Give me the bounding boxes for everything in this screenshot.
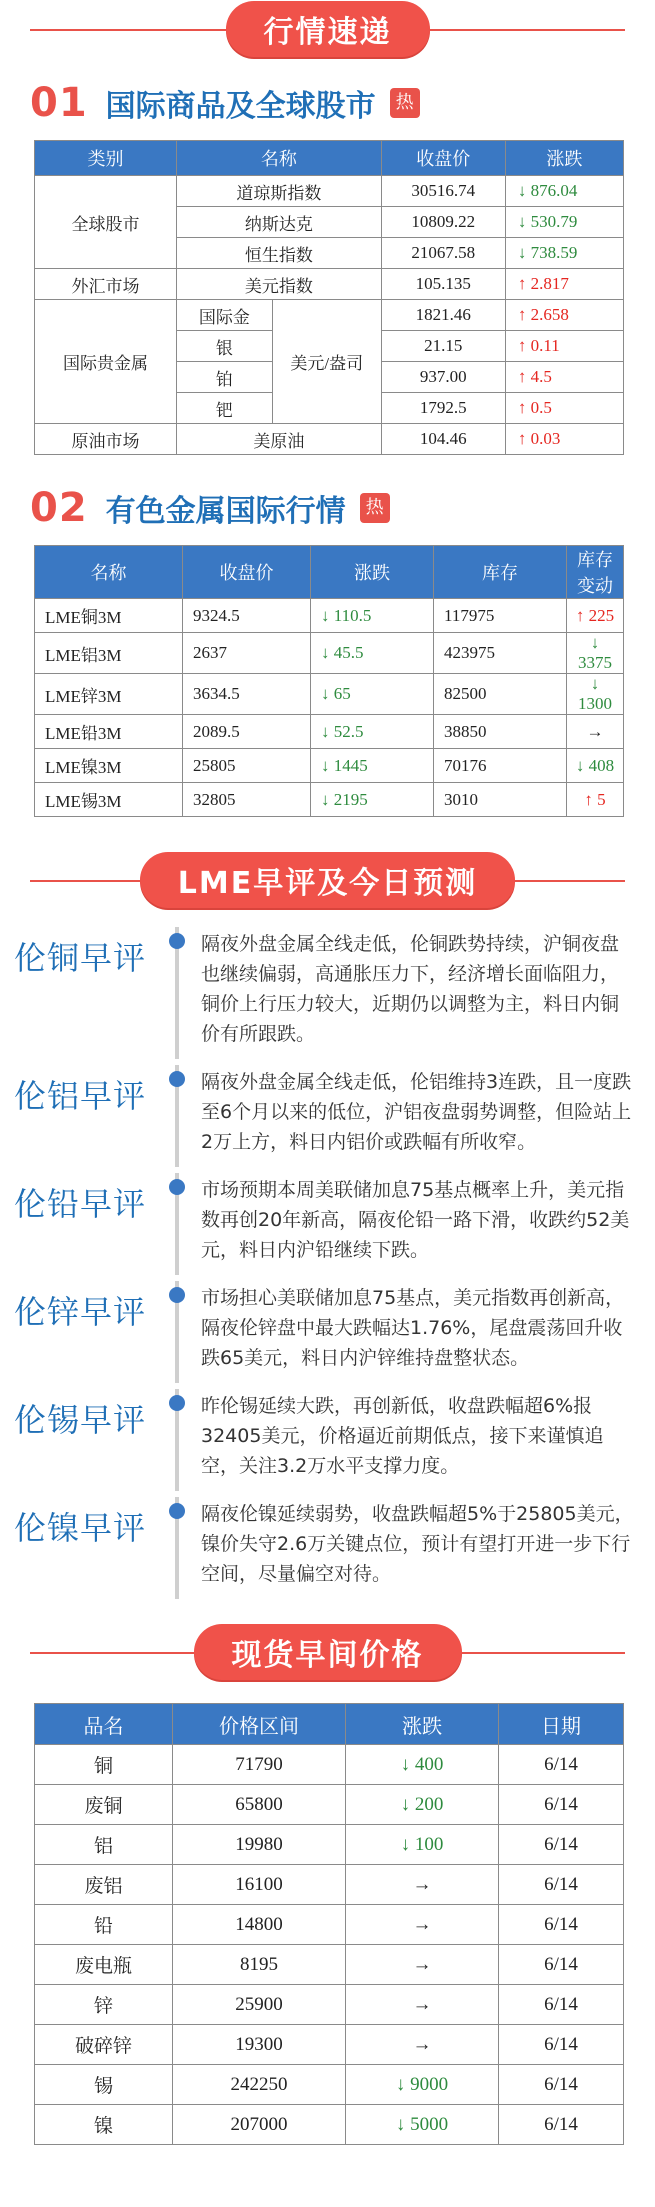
hot-badge: 热: [390, 88, 420, 118]
table-row: [35, 300, 624, 331]
table-row: [35, 1945, 624, 1985]
change-cell: ↓ 45.5: [311, 633, 434, 674]
close-cell: 3634.5: [183, 674, 311, 715]
right-arrow-icon: →: [412, 1913, 432, 1935]
change-cell: ↑ 0.5: [505, 393, 623, 424]
header-close: 收盘价: [381, 141, 505, 176]
unit-cell: 美元/盎司: [272, 300, 381, 424]
stock-change-cell: [567, 715, 624, 749]
change-cell: ↑ 2.817: [505, 269, 623, 300]
review-name: 伦铅早评: [14, 1185, 147, 1223]
down-arrow-icon: ↓: [517, 181, 527, 200]
review-name: 伦锡早评: [14, 1401, 147, 1439]
down-arrow-icon: ↓: [321, 721, 330, 741]
timeline-dot-icon: [169, 1503, 185, 1519]
table-row: [35, 749, 624, 783]
up-arrow-icon: ↑: [517, 367, 527, 386]
change-cell: ↓ 876.04: [505, 176, 623, 207]
down-arrow-icon: ↓: [321, 684, 330, 703]
close-cell: 1821.46: [381, 300, 505, 331]
review-name: 伦锌早评: [14, 1293, 147, 1331]
change-cell: ↓ 2195: [311, 783, 434, 817]
table-row: [35, 783, 624, 817]
banner-lme: [0, 851, 655, 909]
name-cell: LME铝3M: [35, 633, 183, 674]
table-header-row: [35, 546, 624, 599]
table-row: [35, 2105, 624, 2145]
header-change: 涨跌: [505, 141, 623, 176]
review-text: 隔夜外盘金属全线走低，伦铝维持3连跌，且一度跌至6个月以来的低位，沪铝夜盘弱势调整，但险站上2万上方，料日内铝价或跌幅有所收窄。: [201, 1071, 632, 1153]
header-price: 价格区间: [173, 1704, 346, 1745]
lme-table: [34, 545, 624, 817]
stock-change-cell: ↑ 225: [567, 599, 624, 633]
review-name: 伦铜早评: [14, 939, 147, 977]
table-row: [35, 1985, 624, 2025]
table-row: [35, 1865, 624, 1905]
price-cell: 71790: [173, 1745, 346, 1785]
header-change: 涨跌: [311, 546, 434, 599]
change-cell: ↓ 1445: [311, 749, 434, 783]
timeline-dot-icon: [169, 1179, 185, 1195]
name-cell: LME锌3M: [35, 674, 183, 715]
date-cell: 6/14: [499, 1945, 624, 1985]
table-row: [35, 1905, 624, 1945]
header-name: 名称: [35, 546, 183, 599]
table-row: [35, 1745, 624, 1785]
review-body: [175, 1065, 635, 1167]
table-header-row: [35, 141, 624, 176]
stock-change-cell: ↓ 1300: [567, 674, 624, 715]
banner-market: [0, 0, 655, 58]
review-body: [175, 1389, 635, 1491]
category-cell: 国际贵金属: [35, 300, 177, 424]
timeline-dot-icon: [169, 1287, 185, 1303]
table-row: [35, 715, 624, 749]
change-cell: [346, 2025, 499, 2065]
product-cell: 锌: [35, 1985, 173, 2025]
close-cell: 9324.5: [183, 599, 311, 633]
right-arrow-icon: →: [586, 721, 604, 741]
change-cell: ↑ 2.658: [505, 300, 623, 331]
price-cell: 207000: [173, 2105, 346, 2145]
review-name: 伦铝早评: [14, 1077, 147, 1115]
timeline-dot-icon: [169, 933, 185, 949]
product-cell: 铜: [35, 1745, 173, 1785]
review-body: [175, 1497, 635, 1599]
section-heading: 有色金属国际行情: [105, 494, 346, 529]
change-cell: [346, 1985, 499, 2025]
down-arrow-icon: ↓: [590, 633, 600, 652]
change-cell: [346, 1865, 499, 1905]
section-heading: 国际商品及全球股市: [105, 89, 376, 124]
product-cell: 废电瓶: [35, 1945, 173, 1985]
name-cell: 恒生指数: [177, 238, 382, 269]
product-cell: 废铝: [35, 1865, 173, 1905]
review-list: [0, 927, 655, 1599]
category-cell: 原油市场: [35, 424, 177, 455]
down-arrow-icon: ↓: [321, 789, 330, 809]
review-item: [0, 1065, 655, 1167]
close-cell: 32805: [183, 783, 311, 817]
price-cell: 16100: [173, 1865, 346, 1905]
table-row: [35, 674, 624, 715]
category-cell: 全球股市: [35, 176, 177, 269]
review-item: [0, 1497, 655, 1599]
section-number: 02: [30, 485, 88, 531]
timeline-dot-icon: [169, 1395, 185, 1411]
close-cell: 1792.5: [381, 393, 505, 424]
table-row: [35, 1825, 624, 1865]
product-cell: 废铜: [35, 1785, 173, 1825]
stock-change-cell: ↑ 5: [567, 783, 624, 817]
table-row: [35, 599, 624, 633]
name-cell: LME锡3M: [35, 783, 183, 817]
stock-cell: 38850: [434, 715, 567, 749]
down-arrow-icon: ↓: [321, 643, 330, 662]
product-cell: 铝: [35, 1825, 173, 1865]
review-body: [175, 1173, 635, 1275]
close-cell: 21.15: [381, 331, 505, 362]
change-cell: ↓ 65: [311, 674, 434, 715]
change-cell: ↑ 0.03: [505, 424, 623, 455]
stock-change-cell: ↓ 3375: [567, 633, 624, 674]
name-cell: 美元指数: [177, 269, 382, 300]
change-cell: ↓ 9000: [346, 2065, 499, 2105]
global-market-table: [34, 140, 624, 455]
change-cell: [346, 1945, 499, 1985]
close-cell: 2089.5: [183, 715, 311, 749]
change-cell: ↓ 52.5: [311, 715, 434, 749]
spot-price-table: [34, 1703, 624, 2145]
down-arrow-icon: ↓: [395, 2073, 406, 2095]
header-date: 日期: [499, 1704, 624, 1745]
price-cell: 242250: [173, 2065, 346, 2105]
name-cell: LME铜3M: [35, 599, 183, 633]
change-cell: ↓ 400: [346, 1745, 499, 1785]
banner-market-label: 行情速递: [226, 1, 430, 57]
close-cell: 2637: [183, 633, 311, 674]
date-cell: 6/14: [499, 2025, 624, 2065]
header-stock: 库存: [434, 546, 567, 599]
stock-cell: 3010: [434, 783, 567, 817]
down-arrow-icon: ↓: [321, 605, 330, 625]
review-name: 伦镍早评: [14, 1509, 147, 1547]
review-body: [175, 1281, 635, 1383]
product-cell: 镍: [35, 2105, 173, 2145]
right-arrow-icon: →: [412, 1953, 432, 1975]
change-cell: ↓ 100: [346, 1825, 499, 1865]
down-arrow-icon: ↓: [321, 755, 330, 775]
right-arrow-icon: →: [412, 1873, 432, 1895]
name-cell: 道琼斯指数: [177, 176, 382, 207]
review-text: 昨伦锡延续大跌，再创新低，收盘跌幅超6%报32405美元，价格逼近前期低点，接下来谨慎追空，关注3.2万水平支撑力度。: [201, 1395, 604, 1477]
change-cell: [346, 1905, 499, 1945]
date-cell: 6/14: [499, 2065, 624, 2105]
down-arrow-icon: ↓: [400, 1793, 411, 1815]
review-text: 隔夜外盘金属全线走低，伦铜跌势持续，沪铜夜盘也继续偏弱，高通胀压力下，经济增长面临阻力，铜价上行压力较大，近期仍以调整为主，料日内铜价有所跟跌。: [201, 933, 620, 1045]
table-row: [35, 1785, 624, 1825]
review-text: 隔夜伦镍延续弱势，收盘跌幅超5%于25805美元，镍价失守2.6万关键点位，预计有望打开进一步下行空间，尽量偏空对待。: [201, 1503, 634, 1585]
price-cell: 25900: [173, 1985, 346, 2025]
review-item: [0, 927, 655, 1059]
stock-change-cell: ↓ 408: [567, 749, 624, 783]
table-header-row: [35, 1704, 624, 1745]
date-cell: 6/14: [499, 1865, 624, 1905]
name-cell: 钯: [177, 393, 273, 424]
change-cell: ↓ 738.59: [505, 238, 623, 269]
date-cell: 6/14: [499, 1985, 624, 2025]
change-cell: ↓ 5000: [346, 2105, 499, 2145]
category-cell: 外汇市场: [35, 269, 177, 300]
date-cell: 6/14: [499, 1825, 624, 1865]
header-close: 收盘价: [183, 546, 311, 599]
header-change: 涨跌: [346, 1704, 499, 1745]
price-cell: 8195: [173, 1945, 346, 1985]
up-arrow-icon: ↑: [517, 336, 527, 355]
date-cell: 6/14: [499, 1745, 624, 1785]
stock-cell: 117975: [434, 599, 567, 633]
date-cell: 6/14: [499, 1785, 624, 1825]
table-row: [35, 176, 624, 207]
right-arrow-icon: →: [412, 1993, 432, 2015]
change-cell: ↑ 4.5: [505, 362, 623, 393]
close-cell: 10809.22: [381, 207, 505, 238]
up-arrow-icon: ↑: [517, 305, 527, 324]
up-arrow-icon: ↑: [517, 398, 527, 417]
review-item: [0, 1173, 655, 1275]
down-arrow-icon: ↓: [575, 755, 585, 775]
stock-cell: 423975: [434, 633, 567, 674]
close-cell: 104.46: [381, 424, 505, 455]
hot-badge: 热: [360, 493, 390, 523]
product-cell: 锡: [35, 2065, 173, 2105]
table-row: [35, 2065, 624, 2105]
review-item: [0, 1389, 655, 1491]
up-arrow-icon: ↑: [517, 274, 527, 293]
header-stock-change: 库存变动: [567, 546, 624, 599]
price-cell: 14800: [173, 1905, 346, 1945]
down-arrow-icon: ↓: [400, 1833, 411, 1855]
up-arrow-icon: ↑: [584, 789, 593, 809]
close-cell: 21067.58: [381, 238, 505, 269]
close-cell: 105.135: [381, 269, 505, 300]
change-cell: ↓ 110.5: [311, 599, 434, 633]
change-cell: ↓ 200: [346, 1785, 499, 1825]
table-row: [35, 633, 624, 674]
header-name: 名称: [177, 141, 382, 176]
header-product: 品名: [35, 1704, 173, 1745]
down-arrow-icon: ↓: [400, 1753, 411, 1775]
change-cell: ↓ 530.79: [505, 207, 623, 238]
down-arrow-icon: ↓: [517, 243, 527, 262]
name-cell: 铂: [177, 362, 273, 393]
up-arrow-icon: ↑: [575, 605, 585, 625]
product-cell: 破碎锌: [35, 2025, 173, 2065]
change-cell: ↑ 0.11: [505, 331, 623, 362]
banner-spot: [0, 1623, 655, 1681]
price-cell: 65800: [173, 1785, 346, 1825]
timeline-dot-icon: [169, 1071, 185, 1087]
name-cell: LME镍3M: [35, 749, 183, 783]
price-cell: 19980: [173, 1825, 346, 1865]
down-arrow-icon: ↓: [517, 212, 527, 231]
date-cell: 6/14: [499, 2105, 624, 2145]
table-row: [35, 2025, 624, 2065]
name-cell: LME铅3M: [35, 715, 183, 749]
price-cell: 19300: [173, 2025, 346, 2065]
section-number: 01: [30, 80, 88, 126]
right-arrow-icon: →: [412, 2033, 432, 2055]
header-category: 类别: [35, 141, 177, 176]
close-cell: 25805: [183, 749, 311, 783]
name-cell: 国际金: [177, 300, 273, 331]
name-cell: 美原油: [177, 424, 382, 455]
stock-cell: 70176: [434, 749, 567, 783]
up-arrow-icon: ↑: [517, 429, 527, 448]
section-02-title: [0, 485, 655, 531]
name-cell: 纳斯达克: [177, 207, 382, 238]
down-arrow-icon: ↓: [590, 674, 600, 693]
review-item: [0, 1281, 655, 1383]
review-text: 市场预期本周美联储加息75基点概率上升，美元指数再创20年新高，隔夜伦铅一路下滑，收跌约52美元，料日内沪铅继续下跌。: [201, 1179, 630, 1261]
banner-spot-label: 现货早间价格: [194, 1624, 462, 1680]
section-01-title: [0, 80, 655, 126]
table-row: [35, 424, 624, 455]
product-cell: 铅: [35, 1905, 173, 1945]
date-cell: 6/14: [499, 1905, 624, 1945]
down-arrow-icon: ↓: [395, 2113, 406, 2135]
review-body: [175, 927, 635, 1059]
close-cell: 937.00: [381, 362, 505, 393]
review-text: 市场担心美联储加息75基点，美元指数再创新高，隔夜伦锌盘中最大跌幅达1.76%，尾盘震荡回升收跌65美元，料日内沪锌维持盘整状态。: [201, 1287, 625, 1369]
name-cell: 银: [177, 331, 273, 362]
stock-cell: 82500: [434, 674, 567, 715]
table-row: [35, 269, 624, 300]
banner-lme-label: LME早评及今日预测: [140, 852, 515, 908]
close-cell: 30516.74: [381, 176, 505, 207]
